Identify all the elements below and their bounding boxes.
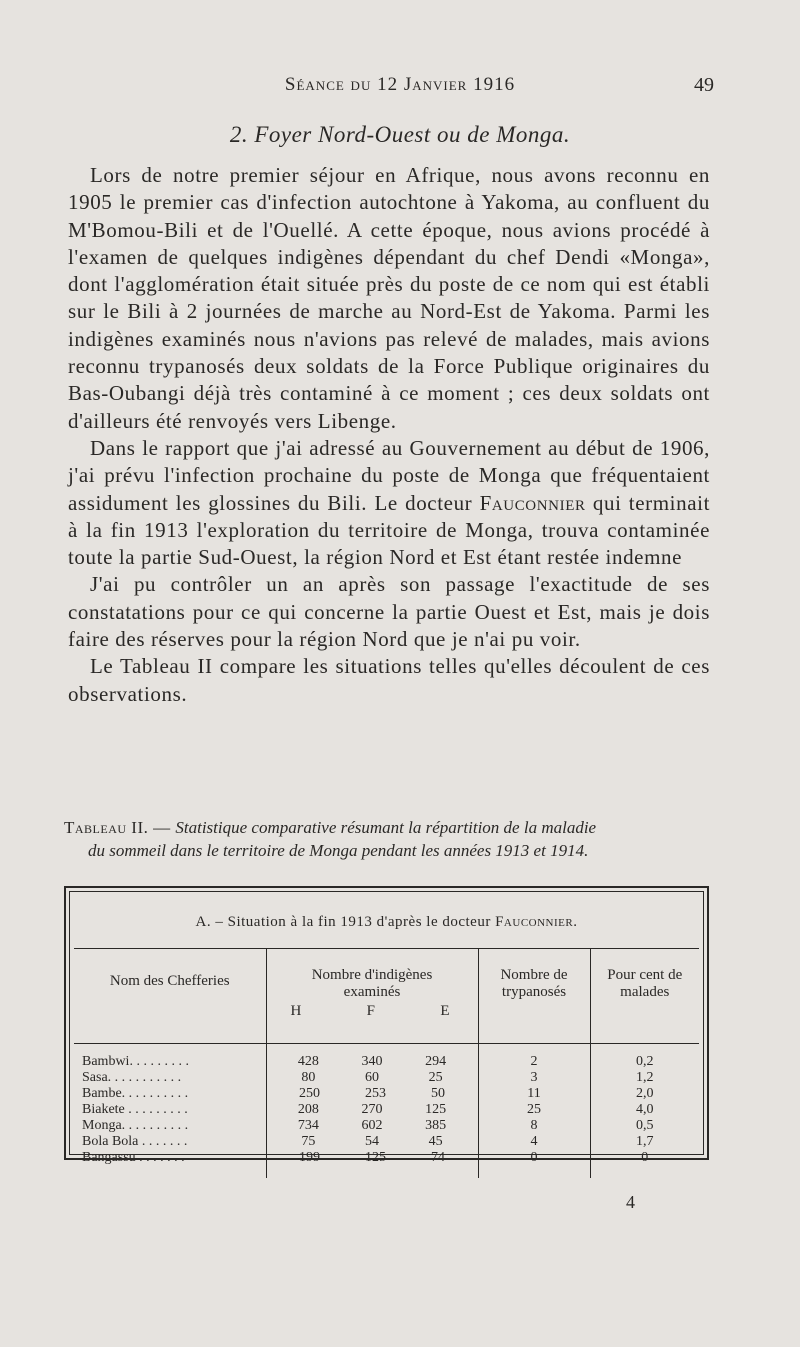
header-examined: Nombre d'indigènes examinés H F E — [266, 949, 478, 1044]
cell-percent: 0,2 — [636, 1054, 654, 1069]
cell-e: 385 — [425, 1118, 447, 1133]
cell-f: 54 — [364, 1134, 379, 1149]
cell-percent: 0 — [641, 1150, 649, 1165]
table-row — [74, 1044, 699, 1071]
cell-e: 125 — [425, 1102, 447, 1117]
cell-h: 80 — [301, 1070, 316, 1085]
running-head — [0, 74, 800, 104]
cell-f: 602 — [361, 1118, 383, 1133]
statistics-table-frame — [64, 886, 709, 1165]
cell-h: 428 — [297, 1054, 319, 1069]
cell-e: 25 — [428, 1070, 443, 1085]
cell-name: Sasa. . . . . . . . . . . — [74, 1070, 266, 1086]
cell-examined — [266, 1102, 478, 1118]
caption-line-1: Statistique comparative résumant la répartition de la maladie — [175, 818, 597, 837]
cell-examined — [266, 1118, 478, 1134]
statistics-table — [74, 896, 699, 1178]
cell-name: Bola Bola . . . . . . . — [74, 1134, 266, 1150]
cell-trypanosed: 3 — [478, 1070, 590, 1086]
cell-name: Biakete . . . . . . . . . — [74, 1102, 266, 1118]
table-row — [74, 1102, 699, 1118]
cell-name: Bambe. . . . . . . . . . — [74, 1086, 266, 1102]
cell-f: 125 — [365, 1150, 386, 1165]
header-f: F — [366, 1003, 375, 1019]
cell-percent: 2,0 — [636, 1086, 654, 1101]
cell-examined — [266, 1086, 478, 1102]
cell-f: 340 — [361, 1054, 383, 1069]
table-row — [74, 1118, 699, 1134]
header-name: Nom des Chefferies — [74, 949, 266, 1044]
cell-percent: 4,0 — [636, 1102, 654, 1117]
cell-examined — [266, 1044, 478, 1071]
cell-percent: 1,2 — [636, 1070, 654, 1085]
cell-h: 734 — [297, 1118, 319, 1133]
header-h: H — [290, 1003, 302, 1019]
cell-percent: 1,7 — [636, 1134, 654, 1149]
cell-e: 294 — [425, 1054, 447, 1069]
paragraph-1: Lors de notre premier séjour en Afrique, nous avons reconnu en 1905 le premier cas d'infection autochtone à Yakoma, au confluent du M'Bomou-Bili et de l'Ouellé. A cette époque, nous avions procédé à l'examen de quelques indigènes dépendant du chef Dendi «Monga», dont l'agglomération était située près du poste de ce nom qui est établi sur le Bili à 2 journées de marche au Nord-Est de Yakoma. Parmi les indigènes examinés nous n'avions pas relevé de malades, mais avions reconnu trypanosés deux soldats de la Force Publique originaires du Bas-Oubangi déjà très contaminé à ce moment ; ces deux soldats ont d'ailleurs été renvoyés vers Libenge. — [68, 163, 710, 433]
paragraph-2: Dans le rapport que j'ai adressé au Gouvernement au début de 1906, j'ai prévu l'infection prochaine du poste de Monga que fréquentaient assidument les glossines du Bili. Le docteur Fauconnier qui terminait à la fin 1913 l'exploration du territoire de Monga, trouva contaminée toute la partie Sud-Ouest, la région Nord et Est étant restée indemne — [68, 435, 711, 570]
section-title: 2. Foyer Nord-Ouest ou de Monga. — [229, 122, 571, 147]
cell-name: Monga. . . . . . . . . . — [74, 1118, 266, 1134]
cell-f: 253 — [365, 1086, 386, 1101]
table-subtitle: A. – Situation à la fin 1913 d'après le docteur Fauconnier. — [74, 896, 699, 949]
table-header-row — [74, 949, 699, 1044]
caption-lead: Tableau II. — — [64, 818, 176, 837]
cell-h: 250 — [299, 1086, 320, 1101]
cell-f: 270 — [361, 1102, 383, 1117]
table-row — [74, 1134, 699, 1150]
running-head-title: Séance du 12 Janvier 1916 — [284, 74, 516, 95]
cell-e: 45 — [428, 1134, 443, 1149]
cell-percent: 0,5 — [636, 1118, 654, 1133]
table-subtitle-row — [74, 896, 699, 949]
cell-trypanosed: 11 — [478, 1086, 590, 1102]
cell-h: 199 — [299, 1150, 320, 1165]
header-percent: Pour cent de malades — [590, 949, 699, 1044]
cell-name: Bangassu . . . . . . . — [74, 1150, 266, 1178]
cell-trypanosed: 0 — [478, 1150, 590, 1178]
cell-examined — [266, 1134, 478, 1150]
page-number: 49 — [694, 74, 714, 96]
paragraph-3: J'ai pu contrôler un an après son passage l'exactitude de ses constatations pour ce qui concerne la partie Ouest et Est, mais je dois faire des réserves pour la région Nord que je n'ai pu voir. — [68, 572, 710, 652]
table-row — [74, 1086, 699, 1102]
cell-trypanosed: 8 — [478, 1118, 590, 1134]
signature-mark: 4 — [626, 1192, 635, 1212]
cell-name: Bambwi. . . . . . . . . — [74, 1044, 266, 1071]
cell-e: 74 — [431, 1150, 445, 1165]
cell-f: 60 — [364, 1070, 379, 1085]
table-caption — [64, 816, 714, 862]
cell-trypanosed: 25 — [478, 1102, 590, 1118]
cell-examined — [266, 1150, 478, 1178]
table-row — [74, 1070, 699, 1086]
header-e: E — [440, 1003, 450, 1019]
caption-line-2: du sommeil dans le territoire de Monga pendant les années 1913 et 1914. — [88, 841, 589, 860]
author-name: Fauconnier — [479, 490, 586, 515]
cell-h: 208 — [297, 1102, 319, 1117]
cell-h: 75 — [301, 1134, 316, 1149]
cell-e: 50 — [431, 1086, 445, 1101]
table-row — [74, 1150, 699, 1178]
cell-trypanosed: 4 — [478, 1134, 590, 1150]
body-text — [68, 162, 710, 708]
header-trypanosed: Nombre de trypanosés — [478, 949, 590, 1044]
paragraph-4: Le Tableau II compare les situations telles qu'elles découlent de ces observations. — [68, 654, 710, 706]
cell-trypanosed: 2 — [478, 1044, 590, 1071]
cell-examined — [266, 1070, 478, 1086]
